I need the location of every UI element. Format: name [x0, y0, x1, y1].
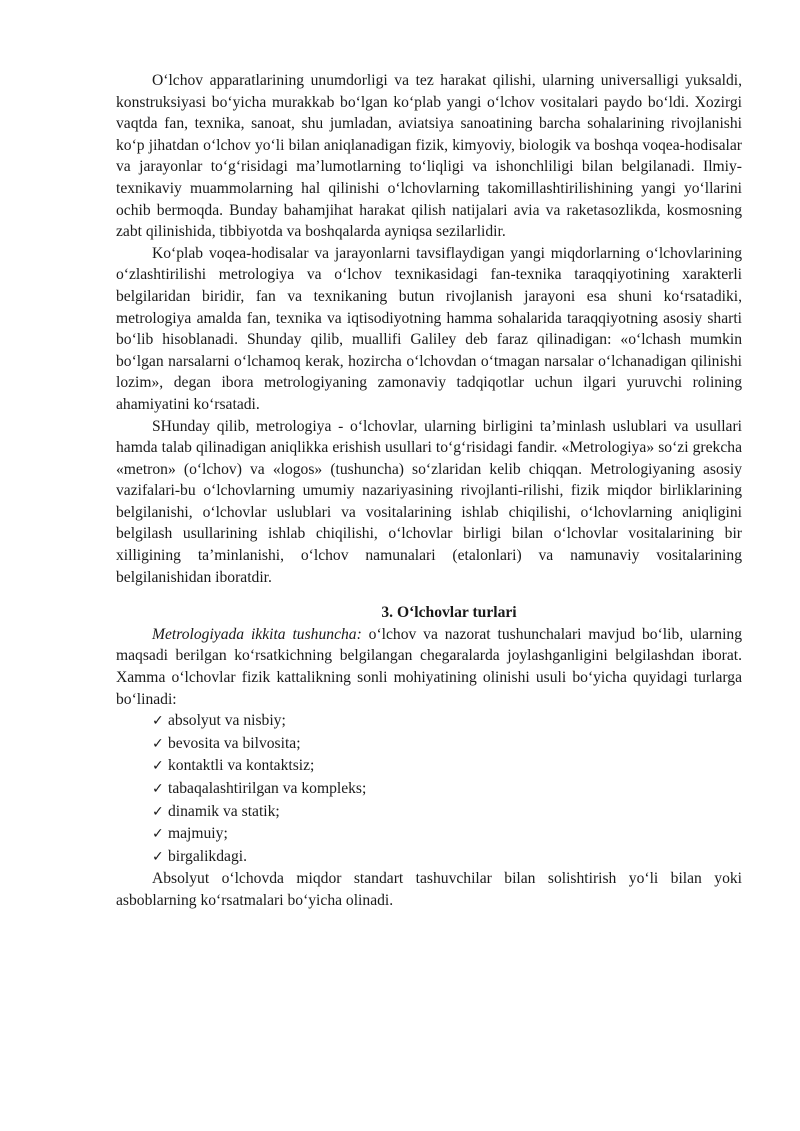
section-intro	[116, 624, 742, 710]
closing-paragraph: Absolyut o‘lchovda miqdor standart tashuvchilar bilan solishtirish yo‘li bilan yoki asboblarning ko‘rsatmalari bo‘yicha olinadi.	[116, 870, 742, 909]
checkmark-icon: ✓	[152, 848, 164, 865]
list-item	[152, 778, 742, 801]
checkmark-icon: ✓	[152, 735, 164, 752]
checkmark-icon: ✓	[152, 713, 164, 730]
list-item-label: absolyut va nisbiy;	[168, 712, 286, 730]
list-item	[152, 846, 742, 869]
document-page	[116, 70, 742, 912]
list-item	[152, 755, 742, 778]
checkmark-icon: ✓	[152, 826, 164, 843]
paragraph-3: SHunday qilib, metrologiya - o‘lchovlar, ularning birligini ta’minlash uslublari va usullari hamda talab qilinadigan aniqlikka erishish usullari to‘g‘risidagi fandir. «Metrologiya» so‘zi grekcha «metron» (o‘lchov) va «logos» (tushuncha) so‘zlaridan kelib chiqqan. Metrologiyaning asosiy vazifalari-bu o‘lchovlarning umumiy nazariyasining rivojlanti-rilishi, fizik miqdor birliklarining belgilanishi, o‘lchovlar uslublari va vositalarining ishlab chiqilishi, o‘lchovlarning aniqligini belgilash usullarining ishlab chiqilishi, o‘lchovlar birligi bilan o‘lchovlar vositalarining bir xilligining ta’minlanishi, o‘lchov namunalari (etalonlari) va namunaviy vositalarining belgilanishidan iboratdir.	[116, 417, 742, 586]
list-item	[152, 710, 742, 733]
section-heading: 3. O‘lchovlar turlari	[381, 604, 517, 622]
list-item-label: majmuiy;	[168, 825, 228, 843]
section-intro-text: o‘lchov va nazorat tushunchalari mavjud bo‘lib, ularning maqsadi berilgan ko‘rsatkichning belgilangan chegaralarda joylashganligini belgilashdan iborat. Xamma o‘lchovlar fizik kattalikning sonli mohiyatining olinishi usuli bo‘yicha quyidagi turlarga bo‘linadi:	[116, 625, 742, 708]
list-item-label: dinamik va statik;	[168, 802, 280, 820]
section-intro-italic: Metrologiyada ikkita tushuncha:	[152, 625, 362, 643]
list-item	[152, 733, 742, 756]
list-item	[152, 801, 742, 824]
paragraph-1: O‘lchov apparatlarining unumdorligi va tez harakat qilishi, ularning universalligi yuksaldi, konstruksiyasi bo‘yicha murakkab bo‘lgan ko‘plab yangi o‘lchov vositalari paydo bo‘ldi. Xozirgi vaqtda fan, texnika, sanoat, shu jumladan, aviatsiya sanoatining barcha sohalarining rivojlanishi ko‘p jihatdan o‘lchov yo‘li bilan aniqlanadigan fizik, kimyoviy, biologik va boshqa voqea-hodisalar va jarayonlar to‘g‘risidagi ma’lumotlarning to‘liqligi va ishonchliligi bilan belgilanadi. Ilmiy-texnikaviy muammolarning hal qilinishi o‘lchovlarning takomillashtirilishining yangi yo‘llarini ochib bermoqda. Bunday bahamjihat harakat qilish natijalari avia va raketasozlikda, kosmosning zabt qilinishida, tibbiyotda va boshqalarda ayniqsa sezilarlidir.	[116, 72, 742, 241]
checkmark-icon: ✓	[152, 803, 164, 820]
paragraph-2: Ko‘plab voqea-hodisalar va jarayonlarni tavsiflaydigan yangi miqdorlarning o‘lchovlarining o‘zlashtirilishi metrologiya va o‘lchov texnikasidagi fan-texnika taraqqiyotining xarakterli belgilaridan biridir, fan va texnikaning butun rivojlanish jarayoni esa shuni ko‘rsatadiki, metrologiya amalda fan, texnika va iqtisodiyotning hamma sohalarida taraqqiyotning asosiy sharti bo‘lib hisoblanadi. Shunday qilib, muallifi Galiley deb faraz qilinadigan: «o‘lchash mumkin bo‘lgan narsalarni o‘lchamoq kerak, hozircha o‘lchovdan o‘tmagan narsalar o‘lchanadigan qilinishi lozim», degan ibora metrologiyaning zamonaviy tadqiqotlar uchun ilgari yuruvchi rolining ahamiyatini ko‘rsatadi.	[116, 244, 742, 413]
list-item-label: birgalikdagi.	[168, 847, 247, 865]
list-item-label: kontaktli va kontaktsiz;	[168, 757, 315, 775]
list-item-label: bevosita va bilvosita;	[168, 734, 301, 752]
list-item	[152, 823, 742, 846]
checkmark-icon: ✓	[152, 758, 164, 775]
list-item-label: tabaqalashtirilgan va kompleks;	[168, 780, 367, 797]
checkmark-icon: ✓	[152, 781, 164, 797]
measurement-types-list	[116, 710, 742, 868]
